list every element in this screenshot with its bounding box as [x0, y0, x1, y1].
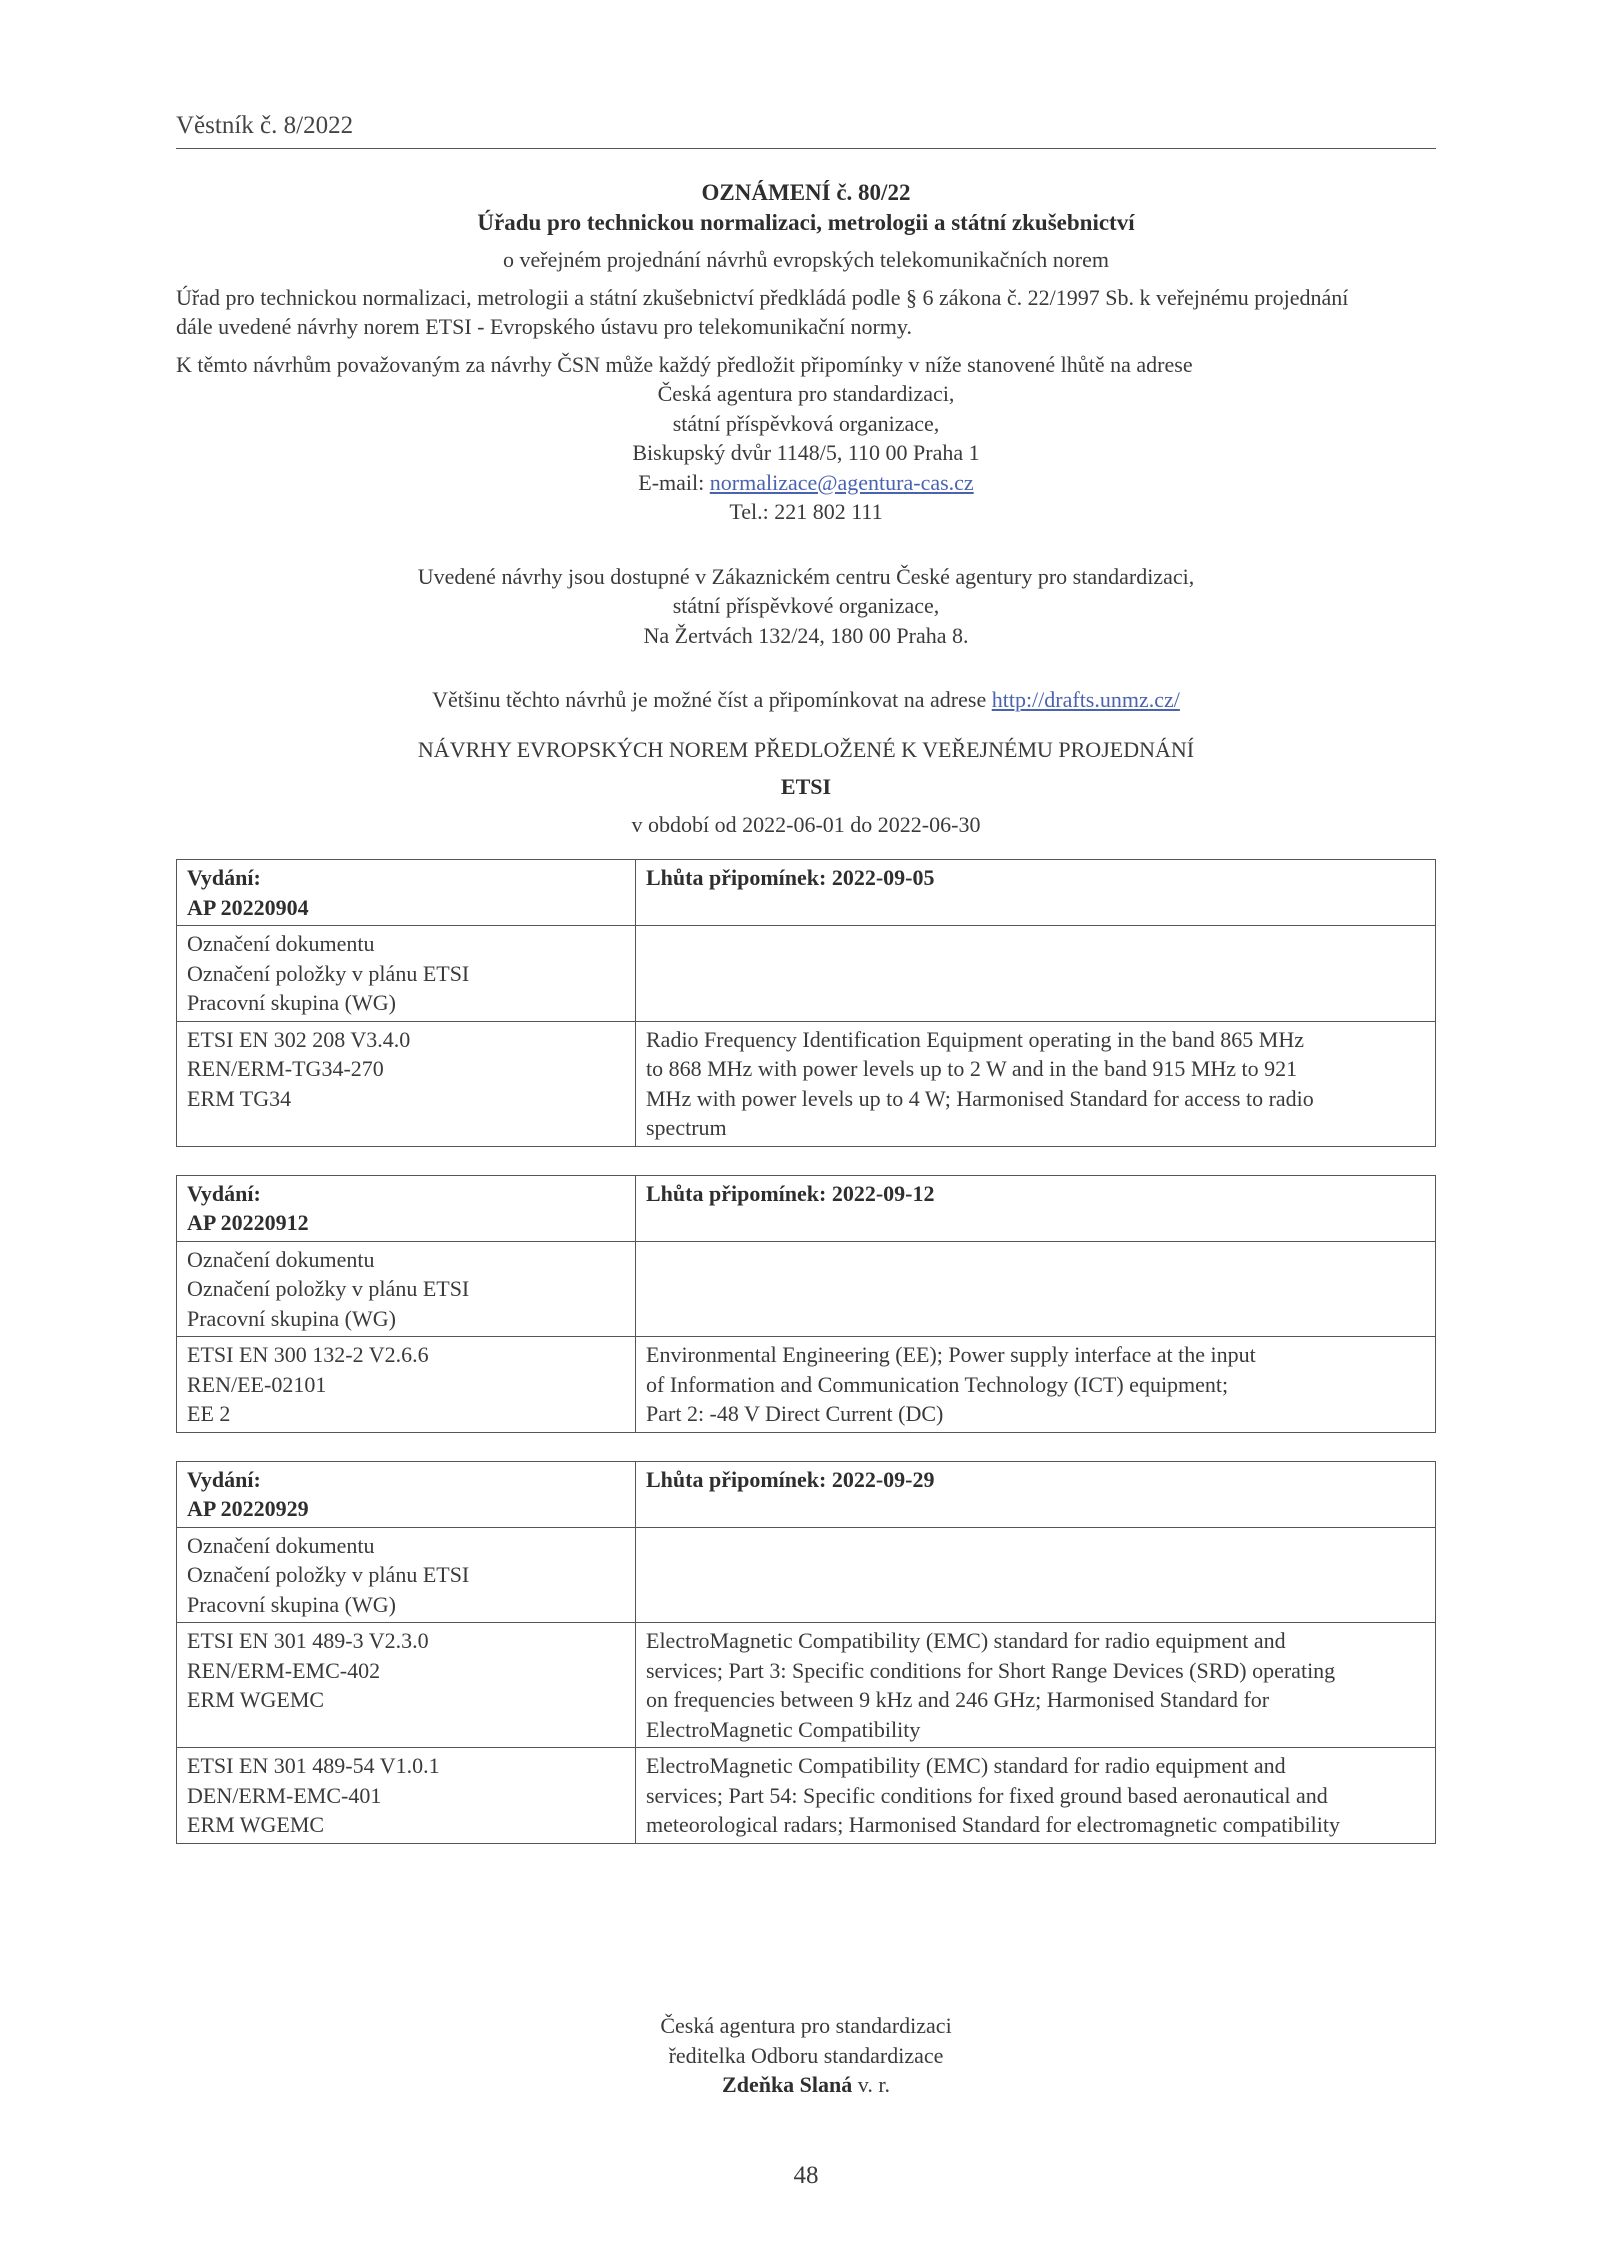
table-legend-row [177, 1241, 1436, 1337]
legend-empty-cell [636, 1241, 1436, 1337]
issue-cell [177, 1461, 636, 1527]
legend-line: Pracovní skupina (WG) [187, 1591, 396, 1617]
legend-line: Označení položky v plánu ETSI [187, 960, 470, 986]
document-id-line: ERM TG34 [187, 1085, 292, 1111]
signature-name: Zdeňka Slaná [722, 2072, 853, 2097]
description-line: ElectroMagnetic Compatibility (EMC) standard for radio equipment and [646, 1753, 1286, 1778]
description-line: to 868 MHz with power levels up to 2 W and in the band 915 MHz to 921 [646, 1056, 1298, 1081]
document-id-line: DEN/ERM-EMC-401 [187, 1782, 382, 1808]
address-line: státní příspěvková organizace, [672, 410, 940, 436]
document-id-line: REN/ERM-EMC-402 [187, 1657, 381, 1683]
document-ids-cell [177, 1623, 636, 1748]
signature-role: ředitelka Odboru standardizace [668, 2042, 944, 2068]
draft-table-grid [176, 1461, 1436, 1844]
table-row [177, 1021, 1436, 1146]
legend-empty-cell [636, 1527, 1436, 1623]
issue-cell [177, 1175, 636, 1241]
drafts-link[interactable]: http://drafts.unmz.cz/ [991, 687, 1180, 712]
description-line: on frequencies between 9 kHz and 246 GHz; Harmonised Standard for [646, 1687, 1270, 1712]
notice-issuer: Úřadu pro technickou normalizaci, metrologii a státní zkušebnictví [477, 209, 1135, 235]
issue-label: Vydání: [187, 1180, 261, 1206]
document-id-line: ETSI EN 300 132-2 V2.6.6 [187, 1342, 429, 1367]
legend-line: Pracovní skupina (WG) [187, 990, 396, 1015]
phone-line: Tel.: 221 802 111 [729, 499, 883, 524]
table-row [177, 1748, 1436, 1844]
running-header [176, 112, 1436, 149]
document-id-line: REN/EE-02101 [187, 1371, 327, 1397]
description-line: Radio Frequency Identification Equipment operating in the band 865 MHz [646, 1026, 1305, 1052]
description-line: spectrum [646, 1115, 727, 1140]
address-block [176, 379, 1436, 527]
signature-agency: Česká agentura pro standardizaci [660, 2013, 952, 2038]
table-header-row [177, 1175, 1436, 1241]
intro-paragraph [176, 283, 1436, 342]
period-line: v období od 2022-06-01 do 2022-06-30 [631, 811, 981, 837]
document-id-line: ETSI EN 301 489-54 V1.0.1 [187, 1753, 440, 1778]
document-id-line: ERM WGEMC [187, 1687, 325, 1712]
table-header-row [177, 1461, 1436, 1527]
notice-title: OZNÁMENÍ č. 80/22 [701, 180, 911, 205]
draft-table [176, 1461, 1436, 1844]
document-ids-cell [177, 1021, 636, 1146]
notice-body [176, 178, 1436, 1872]
address-line: Česká agentura pro standardizaci, [657, 381, 955, 406]
signature-name-line [176, 2070, 1436, 2100]
legend-line: Označení dokumentu [187, 931, 375, 956]
email-line [176, 468, 1436, 498]
document-id-line: ETSI EN 302 208 V3.4.0 [187, 1026, 411, 1052]
comment-deadline: Lhůta připomínek: 2022-09-05 [646, 865, 935, 890]
table-row [177, 1623, 1436, 1748]
availability-block [176, 562, 1436, 651]
legend-line: Označení dokumentu [187, 1246, 375, 1272]
legend-line: Pracovní skupina (WG) [187, 1305, 396, 1331]
legend-empty-cell [636, 926, 1436, 1022]
issue-label: Vydání: [187, 865, 261, 890]
table-legend-row [177, 1527, 1436, 1623]
online-access-line [176, 685, 1436, 715]
journal-issue: Věstník č. 8/2022 [176, 112, 354, 139]
organization-heading: ETSI [780, 774, 832, 799]
legend-line: Označení dokumentu [187, 1532, 375, 1558]
email-link[interactable]: normalizace@agentura-cas.cz [709, 469, 974, 495]
legend-line: Označení položky v plánu ETSI [187, 1562, 470, 1587]
intro-line: Úřad pro technickou normalizaci, metrologii a státní zkušebnictví předkládá podle § 6 zákona č. 22/1997 Sb. k veřejnému projednání [176, 284, 1349, 310]
issue-cell [177, 860, 636, 926]
document-description-cell [636, 1337, 1436, 1433]
signature-block [176, 2011, 1436, 2100]
comment-deadline: Lhůta připomínek: 2022-09-12 [646, 1180, 935, 1206]
section-heading: NÁVRHY EVROPSKÝCH NOREM PŘEDLOŽENÉ K VEŘEJNÉMU PROJEDNÁNÍ [417, 736, 1195, 762]
signature-suffix: v. r. [852, 2072, 890, 2097]
issue-code: AP 20220912 [187, 1210, 309, 1235]
document-id-line: ETSI EN 301 489-3 V2.3.0 [187, 1628, 429, 1653]
draft-table [176, 1175, 1436, 1433]
availability-line: Uvedené návrhy jsou dostupné v Zákaznickém centru České agentury pro standardizaci, [417, 563, 1195, 589]
description-line: services; Part 3: Specific conditions for Short Range Devices (SRD) operating [646, 1657, 1336, 1683]
comment-deadline: Lhůta připomínek: 2022-09-29 [646, 1466, 935, 1492]
document-description-cell [636, 1623, 1436, 1748]
address-line: Biskupský dvůr 1148/5, 110 00 Praha 1 [632, 440, 980, 465]
legend-cell [177, 926, 636, 1022]
description-line: Environmental Engineering (EE); Power supply interface at the input [646, 1342, 1256, 1367]
draft-table [176, 859, 1436, 1147]
description-line: Part 2: -48 V Direct Current (DC) [646, 1401, 944, 1426]
deadline-cell [636, 1175, 1436, 1241]
legend-line: Označení položky v plánu ETSI [187, 1276, 470, 1301]
email-label: E-mail: [638, 469, 710, 495]
intro-line: dále uvedené návrhy norem ETSI - Evropského ústavu pro telekomunikační normy. [176, 314, 912, 339]
table-legend-row [177, 926, 1436, 1022]
document-id-line: ERM WGEMC [187, 1812, 325, 1837]
notice-subject: o veřejném projednání návrhů evropských telekomunikačních norem [502, 247, 1110, 272]
description-line: ElectroMagnetic Compatibility (EMC) standard for radio equipment and [646, 1628, 1286, 1653]
page-number: 48 [793, 2162, 819, 2189]
legend-cell [177, 1241, 636, 1337]
deadline-cell [636, 860, 1436, 926]
description-line: meteorological radars; Harmonised Standard for electromagnetic compatibility [646, 1812, 1340, 1837]
document-description-cell [636, 1748, 1436, 1844]
document-id-line: EE 2 [187, 1401, 231, 1426]
document-description-cell [636, 1021, 1436, 1146]
issue-label: Vydání: [187, 1466, 261, 1492]
drafts-tables [176, 859, 1436, 1844]
table-row [177, 1337, 1436, 1433]
description-line: services; Part 54: Specific conditions for fixed ground based aeronautical and [646, 1782, 1328, 1808]
availability-line: Na Žertvách 132/24, 180 00 Praha 8. [643, 622, 969, 648]
issue-code: AP 20220904 [187, 894, 309, 920]
table-header-row [177, 860, 1436, 926]
document-id-line: REN/ERM-TG34-270 [187, 1056, 384, 1081]
online-text: Většinu těchto návrhů je možné číst a připomínkovat na adrese [432, 687, 992, 712]
legend-cell [177, 1527, 636, 1623]
description-line: ElectroMagnetic Compatibility [646, 1716, 921, 1742]
draft-table-grid [176, 859, 1436, 1147]
document-ids-cell [177, 1337, 636, 1433]
deadline-cell [636, 1461, 1436, 1527]
comments-intro: K těmto návrhům považovaným za návrhy ČSN může každý předložit připomínky v níže stanovené lhůtě na adrese [176, 351, 1193, 377]
draft-table-grid [176, 1175, 1436, 1433]
document-ids-cell [177, 1748, 636, 1844]
issue-code: AP 20220929 [187, 1496, 309, 1521]
description-line: of Information and Communication Technology (ICT) equipment; [646, 1371, 1229, 1397]
availability-line: státní příspěvkové organizace, [672, 593, 940, 618]
description-line: MHz with power levels up to 4 W; Harmonised Standard for access to radio [646, 1085, 1314, 1111]
